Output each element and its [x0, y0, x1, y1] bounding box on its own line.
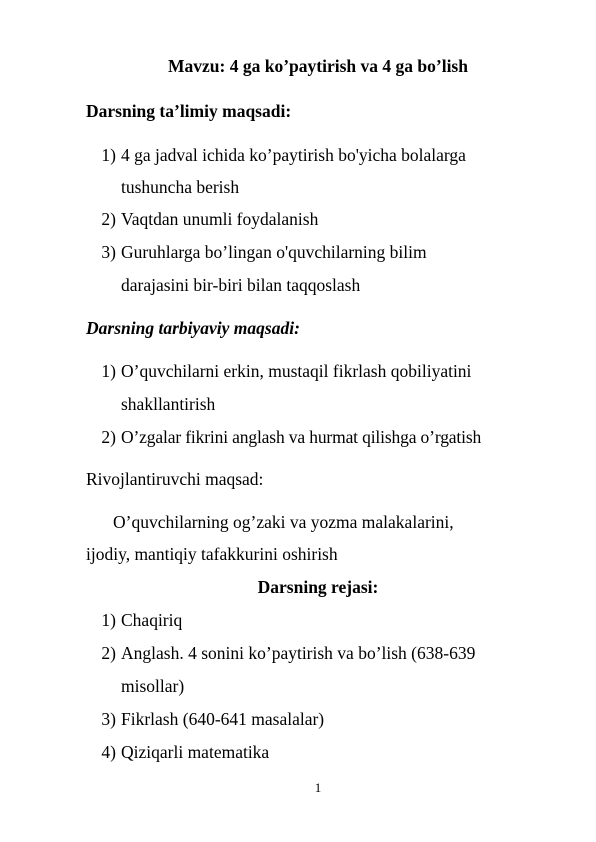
- educational-item-3-number: 3): [101, 242, 116, 262]
- upbringing-item-1-text-cont: shakllantirish: [121, 394, 216, 414]
- document-title: Mavzu: 4 ga ko’paytirish va 4 ga bo’lish: [168, 56, 468, 76]
- plan-item-4-number: 4): [101, 742, 116, 762]
- plan-item-4-text: Qiziqarli matematika: [121, 742, 270, 762]
- developmental-goals-text-cont: ijodiy, mantiqiy tafakkurini oshirish: [86, 544, 338, 564]
- educational-item-2-text: Vaqtdan unumli foydalanish: [121, 209, 319, 229]
- educational-item-1-text-cont: tushuncha berish: [121, 177, 240, 197]
- upbringing-goals-heading: Darsning tarbiyaviy maqsadi:: [86, 318, 300, 338]
- educational-goals-heading: Darsning ta’limiy maqsadi:: [86, 101, 292, 121]
- plan-item-2-number: 2): [101, 643, 116, 663]
- developmental-goals-heading: Rivojlantiruvchi maqsad:: [86, 469, 264, 489]
- plan-item-1-text: Chaqiriq: [121, 610, 183, 630]
- plan-item-2-text-cont: misollar): [121, 676, 185, 696]
- upbringing-item-2-text: O’zgalar fikrini anglash va hurmat qilishga o’rgatish: [121, 427, 482, 447]
- upbringing-item-1-text: O’quvchilarni erkin, mustaqil fikrlash qobiliyatini: [121, 361, 472, 381]
- plan-item-1-number: 1): [101, 610, 116, 630]
- upbringing-item-1-number: 1): [101, 361, 116, 381]
- educational-item-2-number: 2): [101, 209, 116, 229]
- upbringing-item-2-number: 2): [101, 427, 116, 447]
- educational-item-3-text: Guruhlarga bo’lingan o'quvchilarning bilim: [121, 242, 427, 262]
- educational-item-1-text: 4 ga jadval ichida ko’paytirish bo'yicha bolalarga: [121, 145, 466, 165]
- plan-item-2-text: Anglash. 4 sonini ko’paytirish va bo’lish (638-639: [121, 643, 476, 663]
- plan-item-3-text: Fikrlash (640-641 masalalar): [121, 709, 325, 729]
- plan-item-3-number: 3): [101, 709, 116, 729]
- educational-item-1-number: 1): [101, 145, 116, 165]
- page-number: 1: [314, 780, 322, 795]
- developmental-goals-text: O’quvchilarning og’zaki va yozma malakalarini,: [113, 512, 454, 532]
- educational-item-3-text-cont: darajasini bir-biri bilan taqqoslash: [121, 275, 361, 295]
- lesson-plan-heading: Darsning rejasi:: [257, 577, 379, 597]
